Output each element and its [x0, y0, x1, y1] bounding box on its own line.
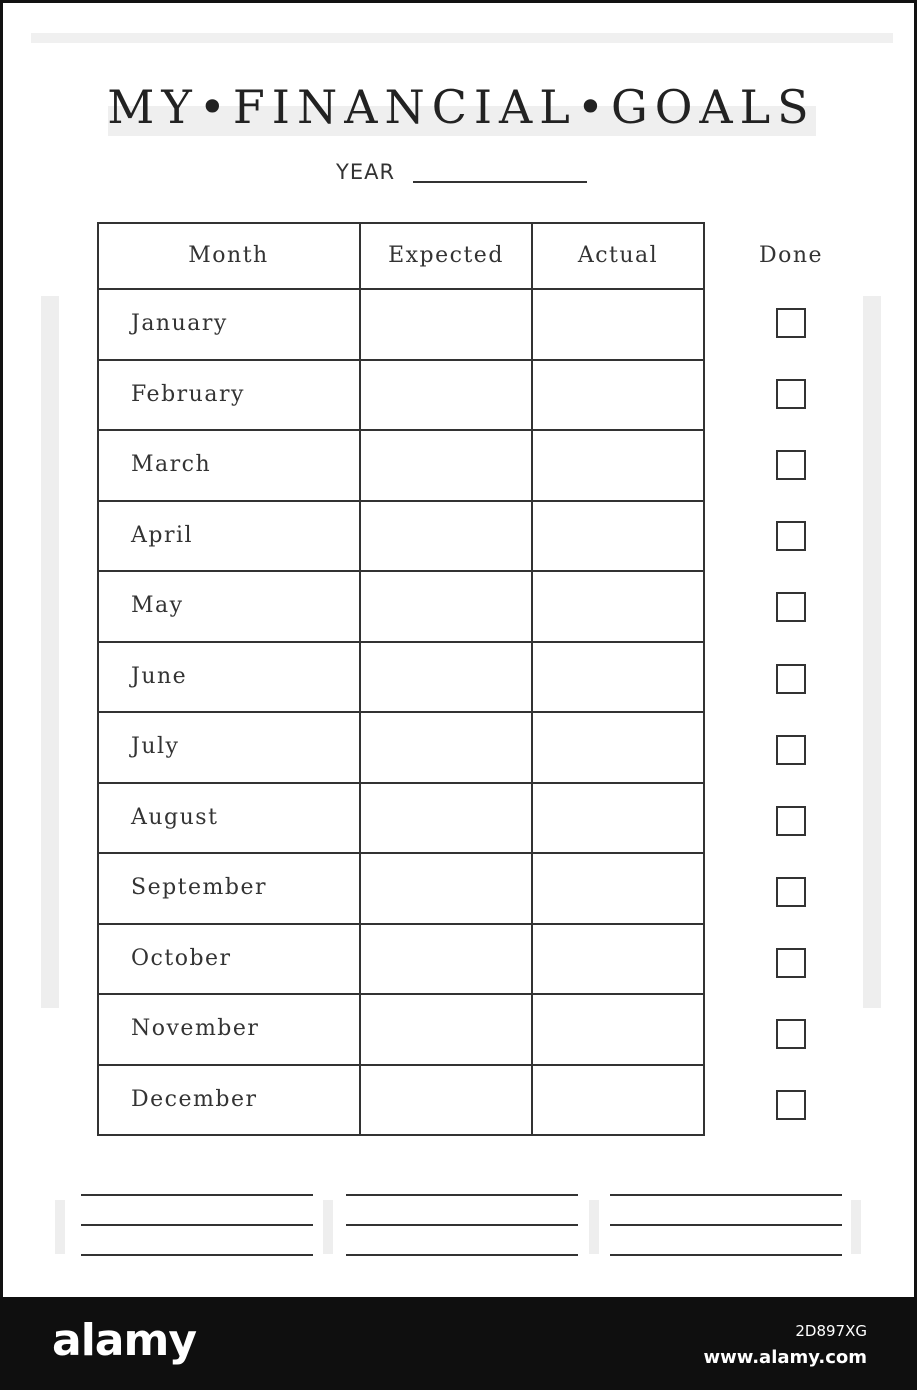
done-checkbox[interactable] [776, 592, 806, 622]
actual-cell[interactable] [533, 361, 703, 430]
note-line[interactable] [610, 1224, 842, 1226]
actual-cell[interactable] [533, 995, 703, 1064]
done-checkbox[interactable] [776, 806, 806, 836]
note-line[interactable] [610, 1194, 842, 1196]
actual-cell[interactable] [533, 784, 703, 853]
month-label: October [131, 946, 232, 971]
actual-cell[interactable] [533, 643, 703, 712]
expected-cell[interactable] [361, 925, 531, 994]
watermark-logo: alamy [52, 1315, 196, 1366]
left-decor-bar [41, 296, 59, 1008]
note-line[interactable] [346, 1224, 578, 1226]
month-label: January [131, 311, 228, 336]
expected-cell[interactable] [361, 713, 531, 782]
done-checkbox[interactable] [776, 308, 806, 338]
month-label: February [131, 382, 245, 407]
notes-decor-2 [323, 1200, 333, 1254]
expected-cell[interactable] [361, 643, 531, 712]
actual-cell[interactable] [533, 713, 703, 782]
actual-cell[interactable] [533, 854, 703, 923]
header-month: Month [188, 243, 269, 268]
header-expected: Expected [388, 243, 504, 268]
expected-cell[interactable] [361, 361, 531, 430]
note-line[interactable] [81, 1224, 313, 1226]
watermark-url: www.alamy.com [703, 1347, 867, 1368]
header-done: Done [758, 243, 824, 268]
expected-cell[interactable] [361, 572, 531, 641]
notes-decor-4 [851, 1200, 861, 1254]
month-label: July [131, 734, 180, 759]
done-checkbox[interactable] [776, 948, 806, 978]
month-label: September [131, 875, 268, 900]
actual-cell[interactable] [533, 572, 703, 641]
note-line[interactable] [81, 1254, 313, 1256]
top-decor-strip [31, 33, 893, 43]
done-checkbox[interactable] [776, 521, 806, 551]
page-title: MY•FINANCIAL•GOALS [107, 80, 816, 134]
month-label: November [131, 1016, 260, 1041]
notes-decor-1 [55, 1200, 65, 1254]
expected-cell[interactable] [361, 502, 531, 571]
done-checkbox[interactable] [776, 735, 806, 765]
note-line[interactable] [81, 1194, 313, 1196]
done-checkbox[interactable] [776, 877, 806, 907]
actual-cell[interactable] [533, 290, 703, 359]
month-label: June [131, 664, 188, 689]
note-line[interactable] [346, 1254, 578, 1256]
done-checkbox[interactable] [776, 1019, 806, 1049]
table-hline [97, 222, 705, 224]
actual-cell[interactable] [533, 1066, 703, 1135]
actual-cell[interactable] [533, 925, 703, 994]
header-actual: Actual [577, 243, 659, 268]
expected-cell[interactable] [361, 290, 531, 359]
done-checkbox[interactable] [776, 450, 806, 480]
expected-cell[interactable] [361, 1066, 531, 1135]
month-label: August [131, 805, 219, 830]
done-checkbox[interactable] [776, 379, 806, 409]
actual-cell[interactable] [533, 502, 703, 571]
expected-cell[interactable] [361, 784, 531, 853]
expected-cell[interactable] [361, 854, 531, 923]
right-decor-bar [863, 296, 881, 1008]
done-checkbox[interactable] [776, 664, 806, 694]
month-label: December [131, 1087, 258, 1112]
note-line[interactable] [610, 1254, 842, 1256]
month-label: May [131, 593, 184, 618]
note-line[interactable] [346, 1194, 578, 1196]
actual-cell[interactable] [533, 431, 703, 500]
table-vline [703, 223, 705, 1136]
month-label: April [131, 523, 194, 548]
expected-cell[interactable] [361, 995, 531, 1064]
expected-cell[interactable] [361, 431, 531, 500]
year-label: YEAR [336, 160, 396, 184]
notes-decor-3 [589, 1200, 599, 1254]
month-label: March [131, 452, 212, 477]
table-vline [97, 223, 99, 1136]
watermark-image-id: 2D897XG [795, 1322, 867, 1340]
done-checkbox[interactable] [776, 1090, 806, 1120]
year-input-line[interactable] [413, 181, 587, 183]
